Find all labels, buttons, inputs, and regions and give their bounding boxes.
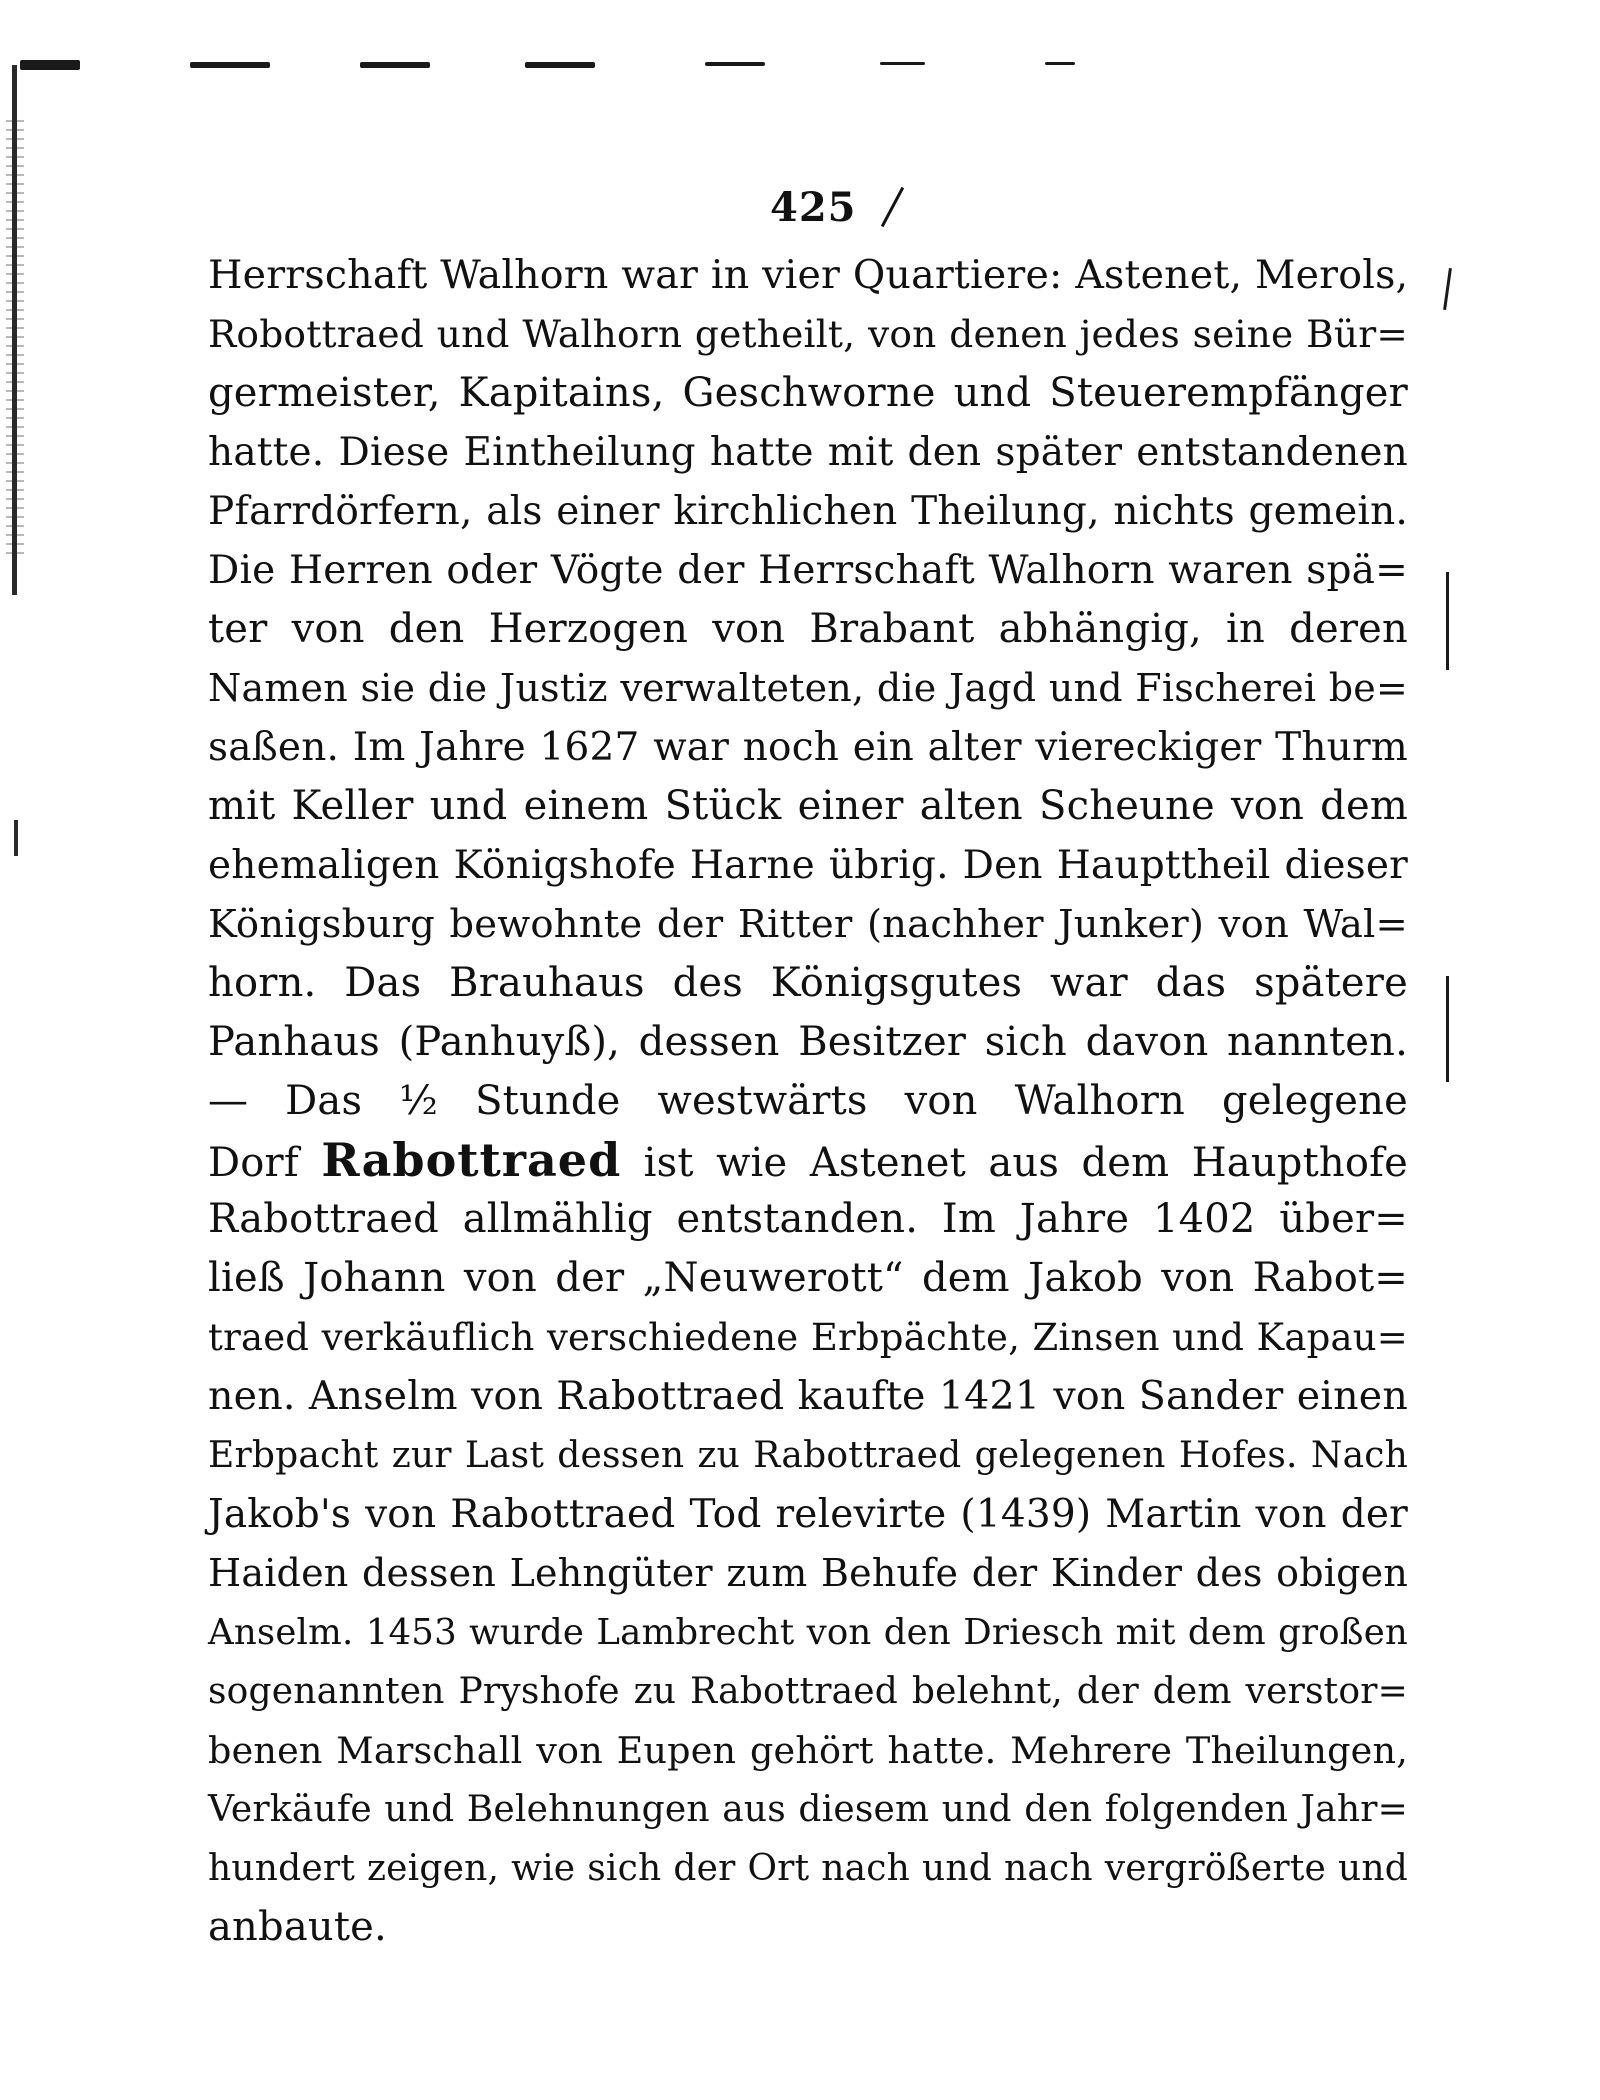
text-line: Rabottraed allmählig entstanden. Im Jahre 1402 über= [208,1196,1408,1242]
text-line: Erbpacht zur Last dessen zu Rabottraed gelegenen Hofes. Nach [208,1435,1408,1476]
page-header [770,182,894,232]
scan-artifact-dash [880,62,925,65]
binding-shadow [6,120,24,560]
margin-mark [1446,976,1449,1082]
text-line: Pfarrdörfern, als einer kirchlichen Theilung, nichts gemein. [208,489,1408,534]
scan-artifact-dash [20,60,80,70]
text-line: traed verkäuflich verschiedene Erbpächte, Zinsen und Kapau= [208,1316,1408,1359]
text-line: germeister, Kapitains, Geschworne und Steuerempfänger [208,370,1408,416]
scan-artifact-dash [705,62,765,66]
text-line: Anselm. 1453 wurde Lambrecht von den Driesch mit dem großen [208,1612,1408,1653]
text-line: — Das ½ Stunde westwärts von Walhorn gelegene [208,1078,1408,1124]
text-line: Königsburg bewohnte der Ritter (nachher Junker) von Wal= [208,902,1408,947]
text-line: saßen. Im Jahre 1627 war noch ein alter viereckiger Thurm [208,725,1408,770]
scan-artifact-dash [1045,62,1075,65]
scan-artifact-dash [525,62,595,68]
text-line: Panhaus (Panhuyß), dessen Besitzer sich davon nannten. [208,1019,1408,1065]
text-line: Robottraed und Walhorn getheilt, von denen jedes seine Bür= [208,312,1408,356]
text-line-with-place-name [208,1131,1408,1190]
place-name-heading: Rabottraed [321,1133,622,1187]
line-remainder: ist wie Astenet aus dem Haupthofe [643,1140,1409,1186]
text-line: ehemaligen Königshofe Harne übrig. Den Haupttheil dieser [208,843,1408,888]
text-line: Jakob's von Rabottraed Tod relevirte (1439) Martin von der [208,1492,1408,1537]
text-line: hatte. Diese Eintheilung hatte mit den später entstandenen [208,430,1408,475]
text-line: hundert zeigen, wie sich der Ort nach und nach vergrößerte und [208,1848,1408,1889]
text-line: ter von den Herzogen von Brabant abhängig, in deren [208,606,1408,652]
text-line: Namen sie die Justiz verwalteten, die Jagd und Fischerei be= [208,666,1408,710]
text-line: Haiden dessen Lehngüter zum Behufe der Kinder des obigen [208,1551,1408,1595]
binding-mark [14,820,18,856]
dorf-word: Dorf [208,1140,299,1186]
page-number: 425 [770,183,857,231]
text-line: Herrschaft Walhorn war in vier Quartiere: Astenet, Merols, [208,252,1409,298]
scan-artifact-dash [360,62,430,68]
text-line: ließ Johann von der „Neuwerott“ dem Jakob von Rabot= [208,1255,1408,1301]
margin-mark [1443,268,1452,310]
text-line: anbaute. [208,1904,387,1950]
pencil-slash-mark [880,187,903,227]
text-line: sogenannten Pryshofe zu Rabottraed belehnt, der dem verstor= [208,1671,1408,1712]
text-line: Die Herren oder Vögte der Herrschaft Walhorn waren spä= [208,548,1408,593]
text-line: horn. Das Brauhaus des Königsgutes war das spätere [208,960,1408,1006]
text-line: mit Keller und einem Stück einer alten Scheune von dem [208,783,1408,829]
scan-artifact-dash [190,62,270,68]
body-text [208,246,1408,1957]
text-line: nen. Anselm von Rabottraed kaufte 1421 von Sander einen [208,1373,1408,1419]
margin-mark [1446,572,1449,670]
text-line: benen Marschall von Eupen gehört hatte. Mehrere Theilungen, [208,1729,1408,1772]
text-line: Verkäufe und Belehnungen aus diesem und den folgenden Jahr= [208,1789,1408,1830]
